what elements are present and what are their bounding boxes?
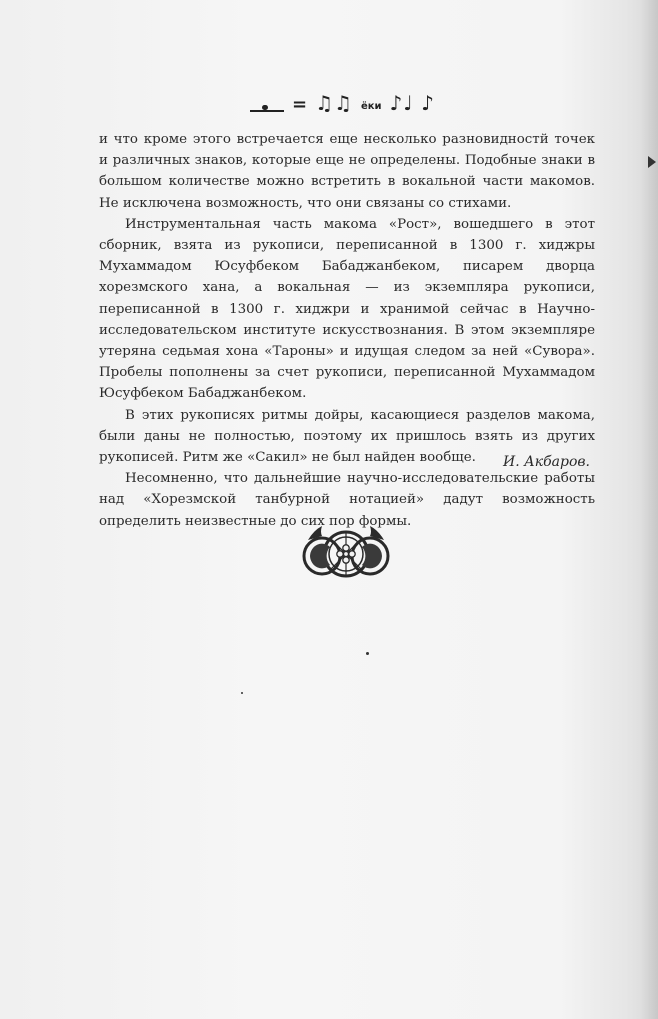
paragraph-2: Инструментальная часть макома «Рост», вошедшего в этот сборник, взята из рукописи, переписанной в 1300 г. хиджры Мухаммадом Юсуфбеком Бабаджанбеком, писарем дворца хорезмского хана, а вокальная — из экземпляра рукописи, переписанной в 1300 г. хиджри и хранимой сейчас в Научно-исследовательском институте искусствознания. В этом экземпляре утеряна седьмая хона «Тароны» и идущая следом за ней «Сувора». Пробелы пополнены за счет рукописи, переписанной Мухаммадом Юсуфбеком Бабаджанбеком. [99,216,595,402]
notation-notes-after: ♪♩ ♪ [389,91,435,115]
body-text [99,129,595,532]
page-edge-mark-icon [648,156,656,168]
page-edge-shadow [640,0,658,1019]
author-signature: И. Акбаров. [503,454,590,470]
paragraph-1: и что кроме этого встречается еще несколько разновидностй точек и различных знаков, которые еще не определены. Подобные знаки в большом количестве можно встретить в вокальной части макомов. Не исключена возможность, что они связаны со стихами. [99,132,595,211]
floral-vignette-icon [300,522,392,586]
print-speck [241,692,243,694]
equals-sign: = [292,94,308,115]
rhythm-notation [250,88,470,114]
tanbur-symbol-icon [250,102,284,114]
paragraph-4: Несомненно, что дальнейшие научно-исследовательские работы над «Хорезмской танбурной нотацией» дадут возможность определить неизвестные до сих пор формы. [99,471,595,529]
print-speck [366,652,369,655]
paragraph-3: В этих рукописях ритмы дойры, касающиеся разделов макома, были даны не полностью, поэтому их пришлось взять из других рукописей. Ритм же «Сакил» не был найден вообще. [99,407,595,466]
notation-syllable: ёки [360,101,382,112]
notation-notes: ♫♫ [315,91,353,115]
